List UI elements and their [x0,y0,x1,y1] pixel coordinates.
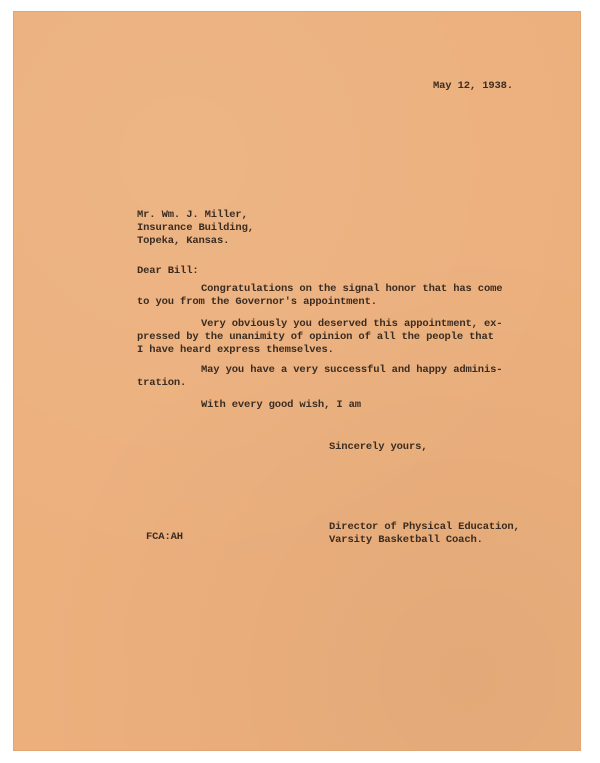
paragraph-2-line-2: pressed by the unanimity of opinion of all the people that [137,331,494,343]
signature-title-line-1: Director of Physical Education, [329,521,520,533]
typist-initials: FCA:AH [146,531,183,543]
paragraph-1-line-2: to you from the Governor's appointment. [137,296,377,308]
paragraph-1-line-1: Congratulations on the signal honor that has come [201,283,503,295]
letter-page [13,11,581,751]
salutation: Dear Bill: [137,265,199,277]
paragraph-3-line-1: May you have a very successful and happy adminis- [201,364,503,376]
recipient-name: Mr. Wm. J. Miller, [137,209,248,221]
paragraph-2-line-1: Very obviously you deserved this appointment, ex- [201,318,503,330]
signature-title-line-2: Varsity Basketball Coach. [329,534,483,546]
recipient-address-line: Insurance Building, [137,222,254,234]
letter-date: May 12, 1938. [433,80,513,92]
paragraph-4: With every good wish, I am [201,399,361,411]
paragraph-2-line-3: I have heard express themselves. [137,344,334,356]
paragraph-3-line-2: tration. [137,377,187,389]
recipient-city-line: Topeka, Kansas. [137,235,230,247]
closing: Sincerely yours, [329,441,428,453]
